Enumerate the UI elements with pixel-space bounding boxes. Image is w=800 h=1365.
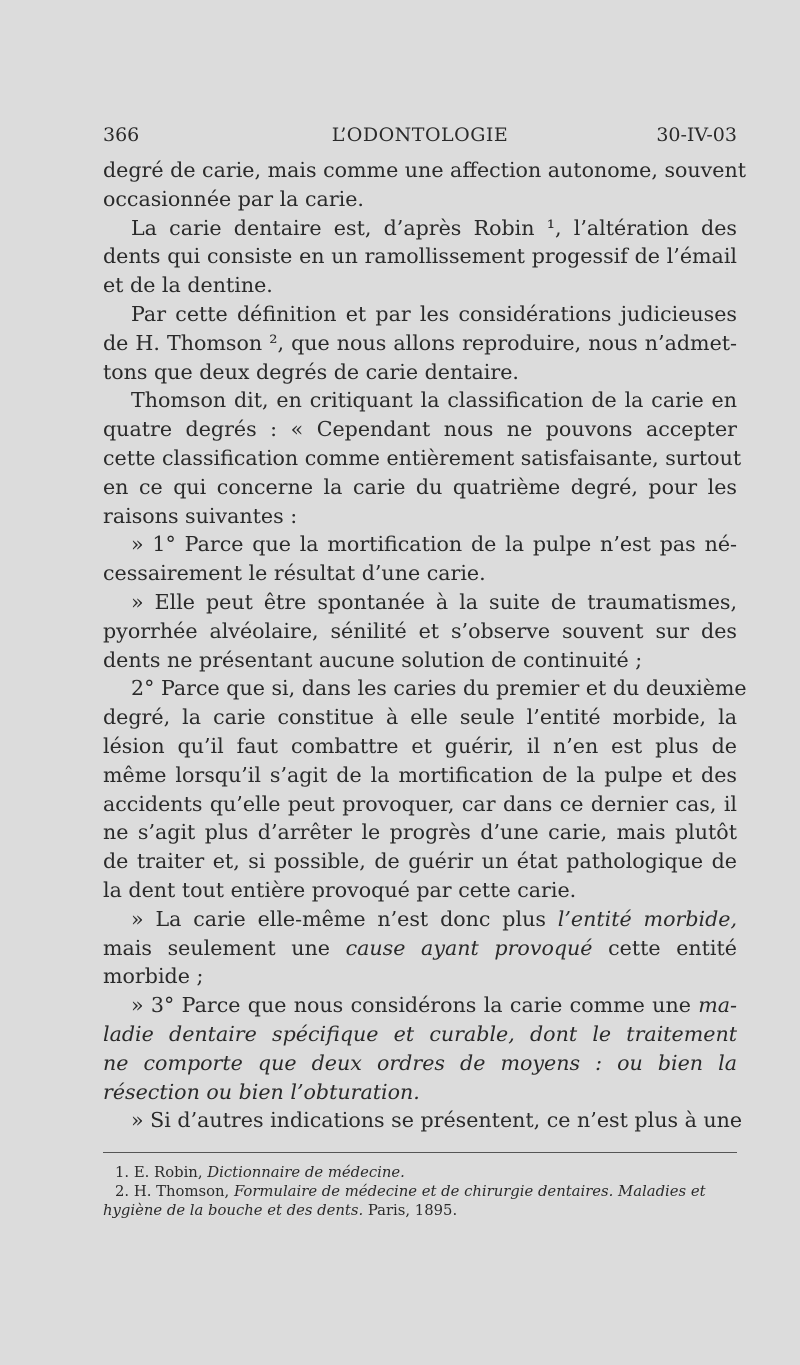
footnote-title: Dictionnaire de médecine.	[207, 1164, 405, 1181]
text-line: cette classification comme entièrement satisfaisante, surtout	[103, 445, 742, 470]
footnote-publication: Paris, 1895.	[367, 1202, 458, 1219]
italic-text: cause ayant provoqué	[345, 935, 593, 960]
text-span: » La carie elle-même n’est donc plus	[131, 906, 546, 931]
text-line	[103, 934, 737, 963]
text-line: » Si d’autres indications se présentent, ce n’est plus à une	[131, 1108, 743, 1133]
footnote-title: hygiène de la bouche et des dents.	[103, 1202, 364, 1219]
footnote-marker: 2.	[115, 1183, 130, 1200]
text-line: dents qui consiste en un ramollissement progessif de l’émail	[103, 244, 737, 269]
footnote-2	[103, 1182, 737, 1201]
footnotes	[103, 1163, 737, 1220]
italic-text: ladie dentaire spécifique et curable, dont le traitement	[103, 1021, 737, 1046]
text-line: de H. Thomson ², que nous allons reproduire, nous n’admet-	[103, 330, 737, 355]
footnote-2-continued	[103, 1201, 737, 1220]
text-line: même lorsqu’il s’agit de la mortification de la pulpe et des	[103, 762, 737, 787]
text-line: et de la dentine.	[103, 273, 273, 298]
text-line: la dent tout entière provoqué par cette carie.	[103, 877, 577, 902]
text-line: ne s’agit plus d’arrêter le progrès d’une carie, mais plutôt	[103, 820, 737, 845]
running-title: L’ODONTOLOGIE	[331, 124, 509, 146]
footnote-author: H. Thomson,	[133, 1183, 230, 1200]
text-line	[103, 905, 737, 934]
text-line: cessairement le résultat d’une carie.	[103, 561, 486, 586]
text-line: » 1° Parce que la mortification de la pulpe n’est pas né-	[131, 532, 737, 557]
italic-text: résection ou bien l’obturation.	[103, 1079, 420, 1104]
page-number: 366	[103, 124, 140, 146]
text-line	[103, 991, 737, 1020]
italic-text: ne comporte que deux ordres de moyens : ou bien la	[103, 1050, 737, 1075]
text-line: morbide ;	[103, 964, 204, 989]
text-line: de traiter et, si possible, de guérir un état pathologique de	[103, 849, 737, 874]
issue-date: 30-IV-03	[656, 124, 737, 146]
text-line: raisons suivantes :	[103, 503, 298, 528]
text-line	[103, 1078, 737, 1107]
footnote-author: E. Robin,	[133, 1164, 203, 1181]
text-line: Par cette définition et par les considérations judicieuses	[131, 301, 737, 326]
text-line: quatre degrés : « Cependant nous ne pouvons accepter	[103, 417, 737, 442]
text-line: » Elle peut être spontanée à la suite de traumatismes,	[131, 589, 737, 614]
body-text	[103, 156, 747, 1135]
footnote-1	[103, 1163, 737, 1182]
text-line: occasionnée par la carie.	[103, 186, 364, 211]
text-line: tons que deux degrés de carie dentaire.	[103, 359, 519, 384]
text-line: en ce qui concerne la carie du quatrième degré, pour les	[103, 474, 737, 499]
footnote-title: Formulaire de médecine et de chirurgie dentaires. Maladies et	[233, 1183, 706, 1200]
footnote-divider	[103, 1152, 737, 1153]
text-line: dents ne présentant aucune solution de continuité ;	[103, 647, 643, 672]
text-span: cette entité	[608, 935, 737, 960]
italic-text: l’entité morbide,	[557, 906, 738, 931]
italic-text: ma-	[698, 993, 738, 1018]
text-line: 2° Parce que si, dans les caries du premier et du deuxième	[131, 676, 747, 701]
text-line: Thomson dit, en critiquant la classification de la carie en	[131, 388, 737, 413]
text-span: mais seulement une	[103, 935, 330, 960]
text-line: accidents qu’elle peut provoquer, car dans ce dernier cas, il	[103, 791, 737, 816]
text-line: lésion qu’il faut combattre et guérir, il n’en est plus de	[103, 733, 737, 758]
text-span: » 3° Parce que nous considérons la carie comme une	[131, 993, 691, 1018]
text-line: degré de carie, mais comme une affection autonome, souvent	[103, 158, 747, 182]
text-line: pyorrhée alvéolaire, sénilité et s’observe souvent sur des	[103, 618, 737, 643]
footnote-marker: 1.	[115, 1164, 130, 1181]
running-header	[103, 124, 737, 154]
text-line	[103, 1049, 737, 1078]
text-line	[103, 1020, 737, 1049]
text-line: degré, la carie constitue à elle seule l’entité morbide, la	[103, 705, 737, 730]
text-line: La carie dentaire est, d’après Robin ¹, l’altération des	[131, 215, 737, 240]
